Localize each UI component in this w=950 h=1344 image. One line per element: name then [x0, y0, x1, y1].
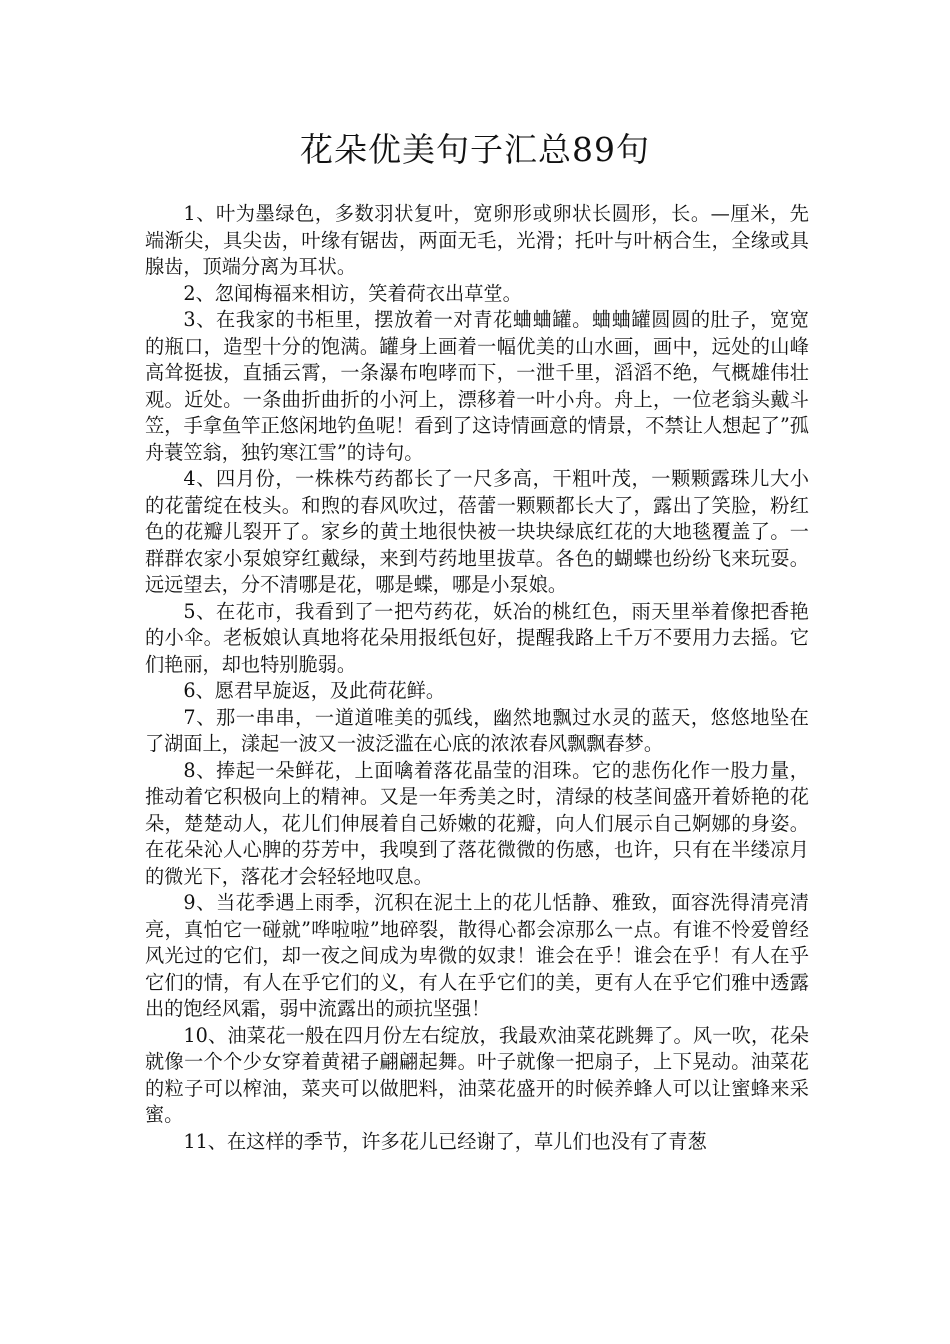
paragraph-7: 7、那一串串，一道道唯美的弧线，幽然地飘过水灵的蓝天，悠悠地坠在了湖面上，漾起一波又一波泛滥在心底的浓浓春风飘飘春梦。	[145, 705, 809, 755]
paragraph-4: 4、四月份，一株株芍药都长了一尺多高，干粗叶茂，一颗颗露珠儿大小的花蕾绽在枝头。和煦的春风吹过，蓓蕾一颗颗都长大了，露出了笑脸，粉红色的花瓣儿裂开了。家乡的黄土地很快被一块块绿底红花的大地毯覆盖了。一群群农家小泵娘穿红戴绿，来到芍药地里拔草。各色的蝴蝶也纷纷飞来玩耍。远远望去，分不清哪是花，哪是蝶，哪是小泵娘。	[145, 467, 809, 596]
paragraph-8: 8、捧起一朵鲜花，上面噙着落花晶莹的泪珠。它的悲伤化作一股力量，推动着它积极向上的精神。又是一年秀美之时，清绿的枝茎间盛开着娇艳的花朵，楚楚动人，花儿们伸展着自己娇嫩的花瓣，向人们展示自己婀娜的身姿。在花朵沁人心脾的芬芳中，我嗅到了落花微微的伤感，也许，只有在半缕凉月的微光下，落花才会轻轻地叹息。	[145, 758, 809, 888]
document-title: 花朵优美句子汇总89句	[300, 130, 650, 169]
paragraph-3: 3、在我家的书柜里，摆放着一对青花蛐蛐罐。蛐蛐罐圆圆的肚子，宽宽的瓶口，造型十分的饱满。罐身上画着一幅优美的山水画，画中，远处的山峰高耸挺拔，直插云霄，一条瀑布咆哮而下，一泄千里，滔滔不绝，气概雄伟壮观。近处。一条曲折曲折的小河上，漂移着一叶小舟。舟上，一位老翁头戴斗笠，手拿鱼竿正悠闲地钓鱼呢！看到了这诗情画意的情景，不禁让人想起了”孤舟蓑笠翁，独钓寒江雪”的诗句。	[145, 308, 809, 464]
paragraph-11: 11、在这样的季节，许多花儿已经谢了，草儿们也没有了青葱	[183, 1129, 707, 1153]
document-body	[145, 201, 809, 1155]
paragraph-2: 2、忽闻梅福来相访，笑着荷衣出草堂。	[183, 281, 522, 305]
paragraph-6: 6、愿君早旋返，及此荷花鲜。	[183, 679, 446, 702]
paragraph-5: 5、在花市，我看到了一把芍药花，妖冶的桃红色，雨天里举着像把香艳的小伞。老板娘认真地将花朵用报纸包好，提醒我路上千万不要用力去摇。它们艳丽，却也特别脆弱。	[145, 599, 809, 676]
paragraph-10: 10、油菜花一般在四月份左右绽放，我最欢油菜花跳舞了。风一吹，花朵就像一个个少女穿着黄裙子翩翩起舞。叶子就像一把扇子，上下晃动。油菜花的粒子可以榨油，菜夹可以做肥料，油菜花盛开的时候养蜂人可以让蜜蜂来采蜜。	[145, 1023, 809, 1126]
paragraph-1: 1、叶为墨绿色，多数羽状复叶，宽卵形或卵状长圆形，长。—厘米，先端渐尖，具尖齿，叶缘有锯齿，两面无毛，光滑；托叶与叶柄合生，全缘或具腺齿，顶端分离为耳状。	[145, 202, 809, 278]
paragraph-9: 9、当花季遇上雨季，沉积在泥土上的花儿恬静、雅致，面容洗得清亮清亮，真怕它一碰就”哗啦啦”地碎裂，散得心都会凉那么一点。有谁不怜爱曾经风光过的它们，却一夜之间成为卑微的奴隶！谁会在乎！谁会在乎！有人在乎它们的情，有人在乎它们的义，有人在乎它们的美，更有人在乎它们雅中透露出的饱经风霜，弱中流露出的顽抗坚强！	[145, 891, 809, 1020]
